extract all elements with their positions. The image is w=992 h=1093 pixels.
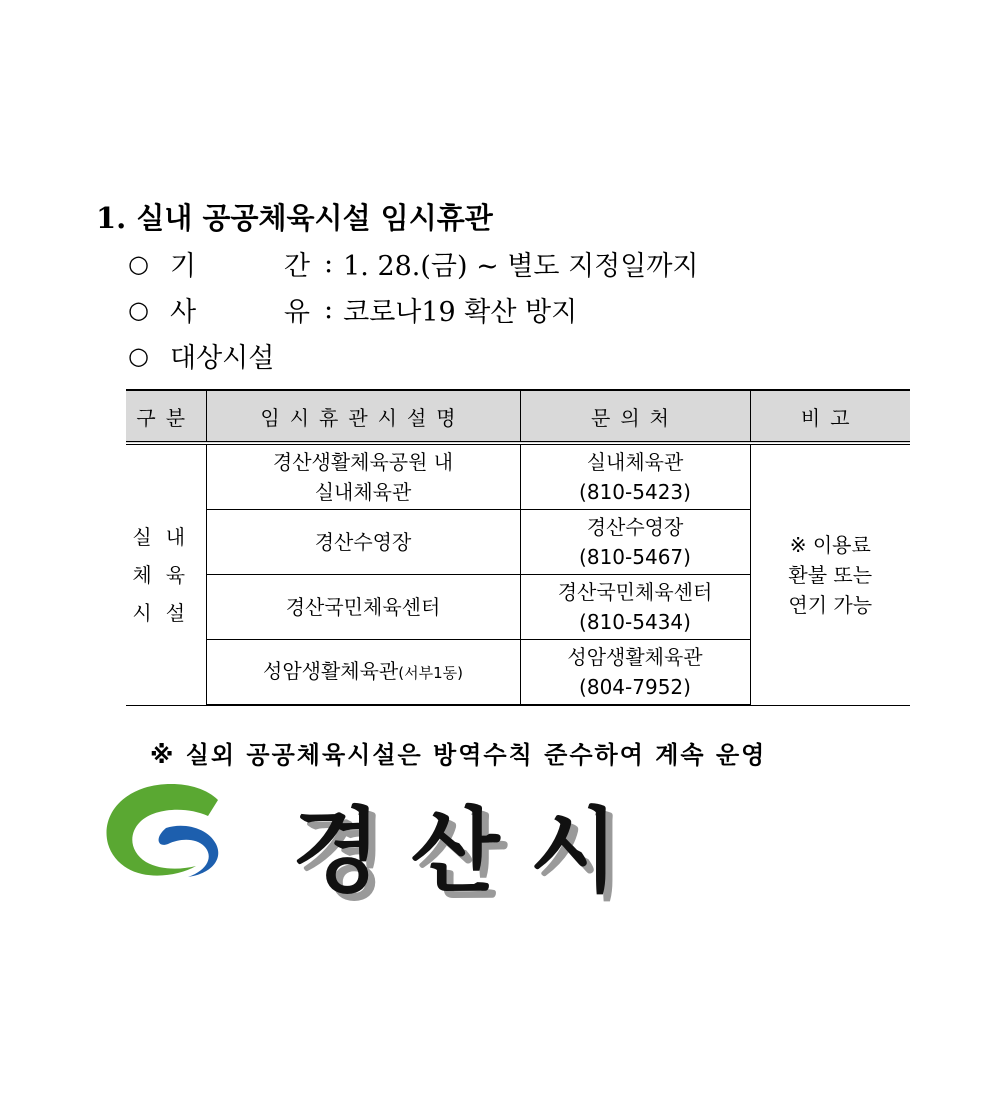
facility-name-cell: 성암생활체육관(서부1동)	[206, 640, 520, 706]
contact-cell: 경산국민체육센터 (810-5434)	[520, 575, 750, 640]
facility-name-cell: 경산수영장	[206, 510, 520, 575]
contact-cell: 성암생활체육관 (804-7952)	[520, 640, 750, 706]
reason-value: 코로나19 확산 방지	[343, 297, 578, 328]
category-cell: 실내 체육 시설	[126, 443, 206, 705]
contact-cell: 경산수영장 (810-5467)	[520, 510, 750, 575]
contact-cell: 실내체육관 (810-5423)	[520, 443, 750, 510]
circle-bullet-icon: ○	[128, 295, 149, 324]
target-row	[128, 336, 274, 375]
colon: :	[324, 248, 334, 279]
section-heading: 1. 실내 공공체육시설 임시휴관	[96, 201, 493, 235]
header-facility-name: 임시휴관시설명	[206, 390, 520, 443]
table-row	[126, 443, 910, 510]
city-name-logo: 경산시	[292, 798, 649, 905]
circle-bullet-icon: ○	[128, 341, 149, 370]
period-label: 기 간	[170, 251, 310, 282]
period-value: 1. 28.(금) ~ 별도 지정일까지	[343, 251, 699, 282]
header-note: 비고	[750, 390, 910, 443]
colon: :	[324, 294, 334, 325]
note-cell: ※ 이용료 환불 또는 연기 가능	[750, 443, 910, 705]
facility-table	[126, 389, 910, 706]
header-category: 구분	[126, 390, 206, 443]
circle-bullet-icon: ○	[128, 249, 149, 278]
header-contact: 문의처	[520, 390, 750, 443]
city-emblem-icon	[100, 782, 250, 878]
table-header-row	[126, 390, 910, 443]
reason-label: 사 유	[170, 297, 310, 328]
facility-name-cell: 경산생활체육공원 내 실내체육관	[206, 443, 520, 510]
target-label: 대상시설	[170, 343, 275, 374]
reason-row	[128, 290, 577, 329]
footnote: ※ 실외 공공체육시설은 방역수칙 준수하여 계속 운영	[150, 741, 767, 769]
facility-name-cell: 경산국민체육센터	[206, 575, 520, 640]
period-row	[128, 244, 699, 283]
